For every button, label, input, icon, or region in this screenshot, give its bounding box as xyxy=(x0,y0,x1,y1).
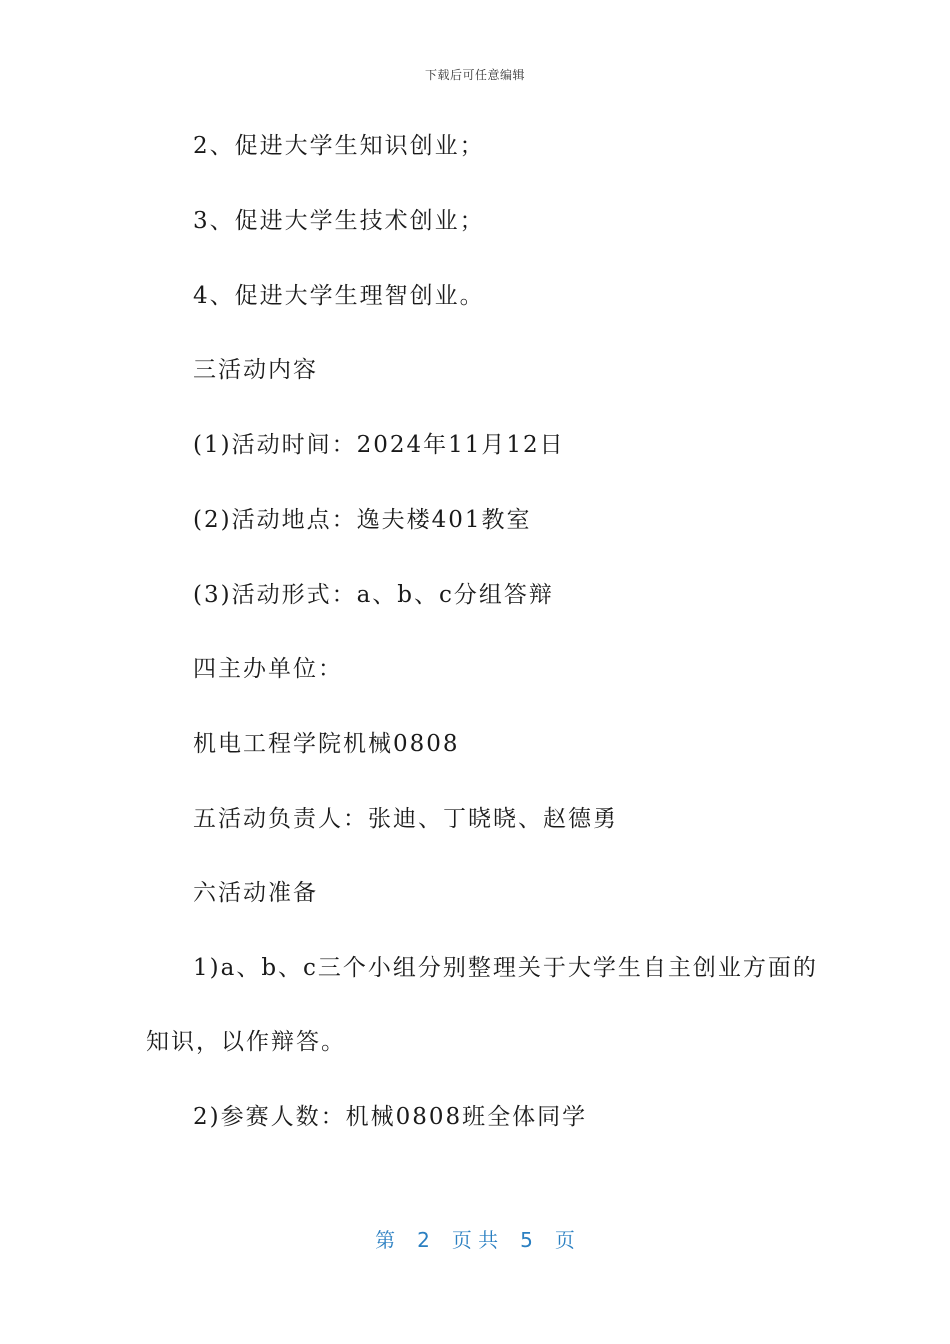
page-footer xyxy=(0,1224,950,1253)
footer-total-pages: 5 xyxy=(520,1228,533,1252)
section-heading-responsible: 五活动负责人：张迪、丁晓晓、赵德勇 xyxy=(193,806,618,832)
body-line-organizer: 机电工程学院机械0808 xyxy=(193,731,460,757)
body-line-3: 4、促进大学生理智创业。 xyxy=(193,283,485,309)
body-line-activity-time: (1)活动时间：2024年11月12日 xyxy=(193,432,565,458)
body-line-activity-format: (3)活动形式：a、b、c分组答辩 xyxy=(193,582,554,608)
body-line-preparation-1-cont: 知识，以作辩答。 xyxy=(146,1029,346,1055)
section-heading-organizer: 四主办单位： xyxy=(193,656,343,682)
body-line-preparation-1: 1)a、b、c三个小组分别整理关于大学生自主创业方面的 xyxy=(193,955,818,981)
body-line-participants: 2)参赛人数：机械0808班全体同学 xyxy=(193,1104,588,1130)
body-line-activity-location: (2)活动地点：逸夫楼401教室 xyxy=(193,507,532,533)
footer-prefix: 第 xyxy=(375,1228,396,1252)
section-heading-activity-content: 三活动内容 xyxy=(193,357,318,383)
body-line-2: 3、促进大学生技术创业； xyxy=(193,208,485,234)
footer-suffix: 页 xyxy=(554,1228,575,1252)
section-heading-preparation: 六活动准备 xyxy=(193,880,318,906)
page-header-note: 下载后可任意编辑 xyxy=(424,68,525,82)
footer-middle: 页 共 xyxy=(451,1228,499,1252)
body-line-1: 2、促进大学生知识创业； xyxy=(193,133,485,159)
footer-page-number: 2 xyxy=(417,1228,430,1252)
